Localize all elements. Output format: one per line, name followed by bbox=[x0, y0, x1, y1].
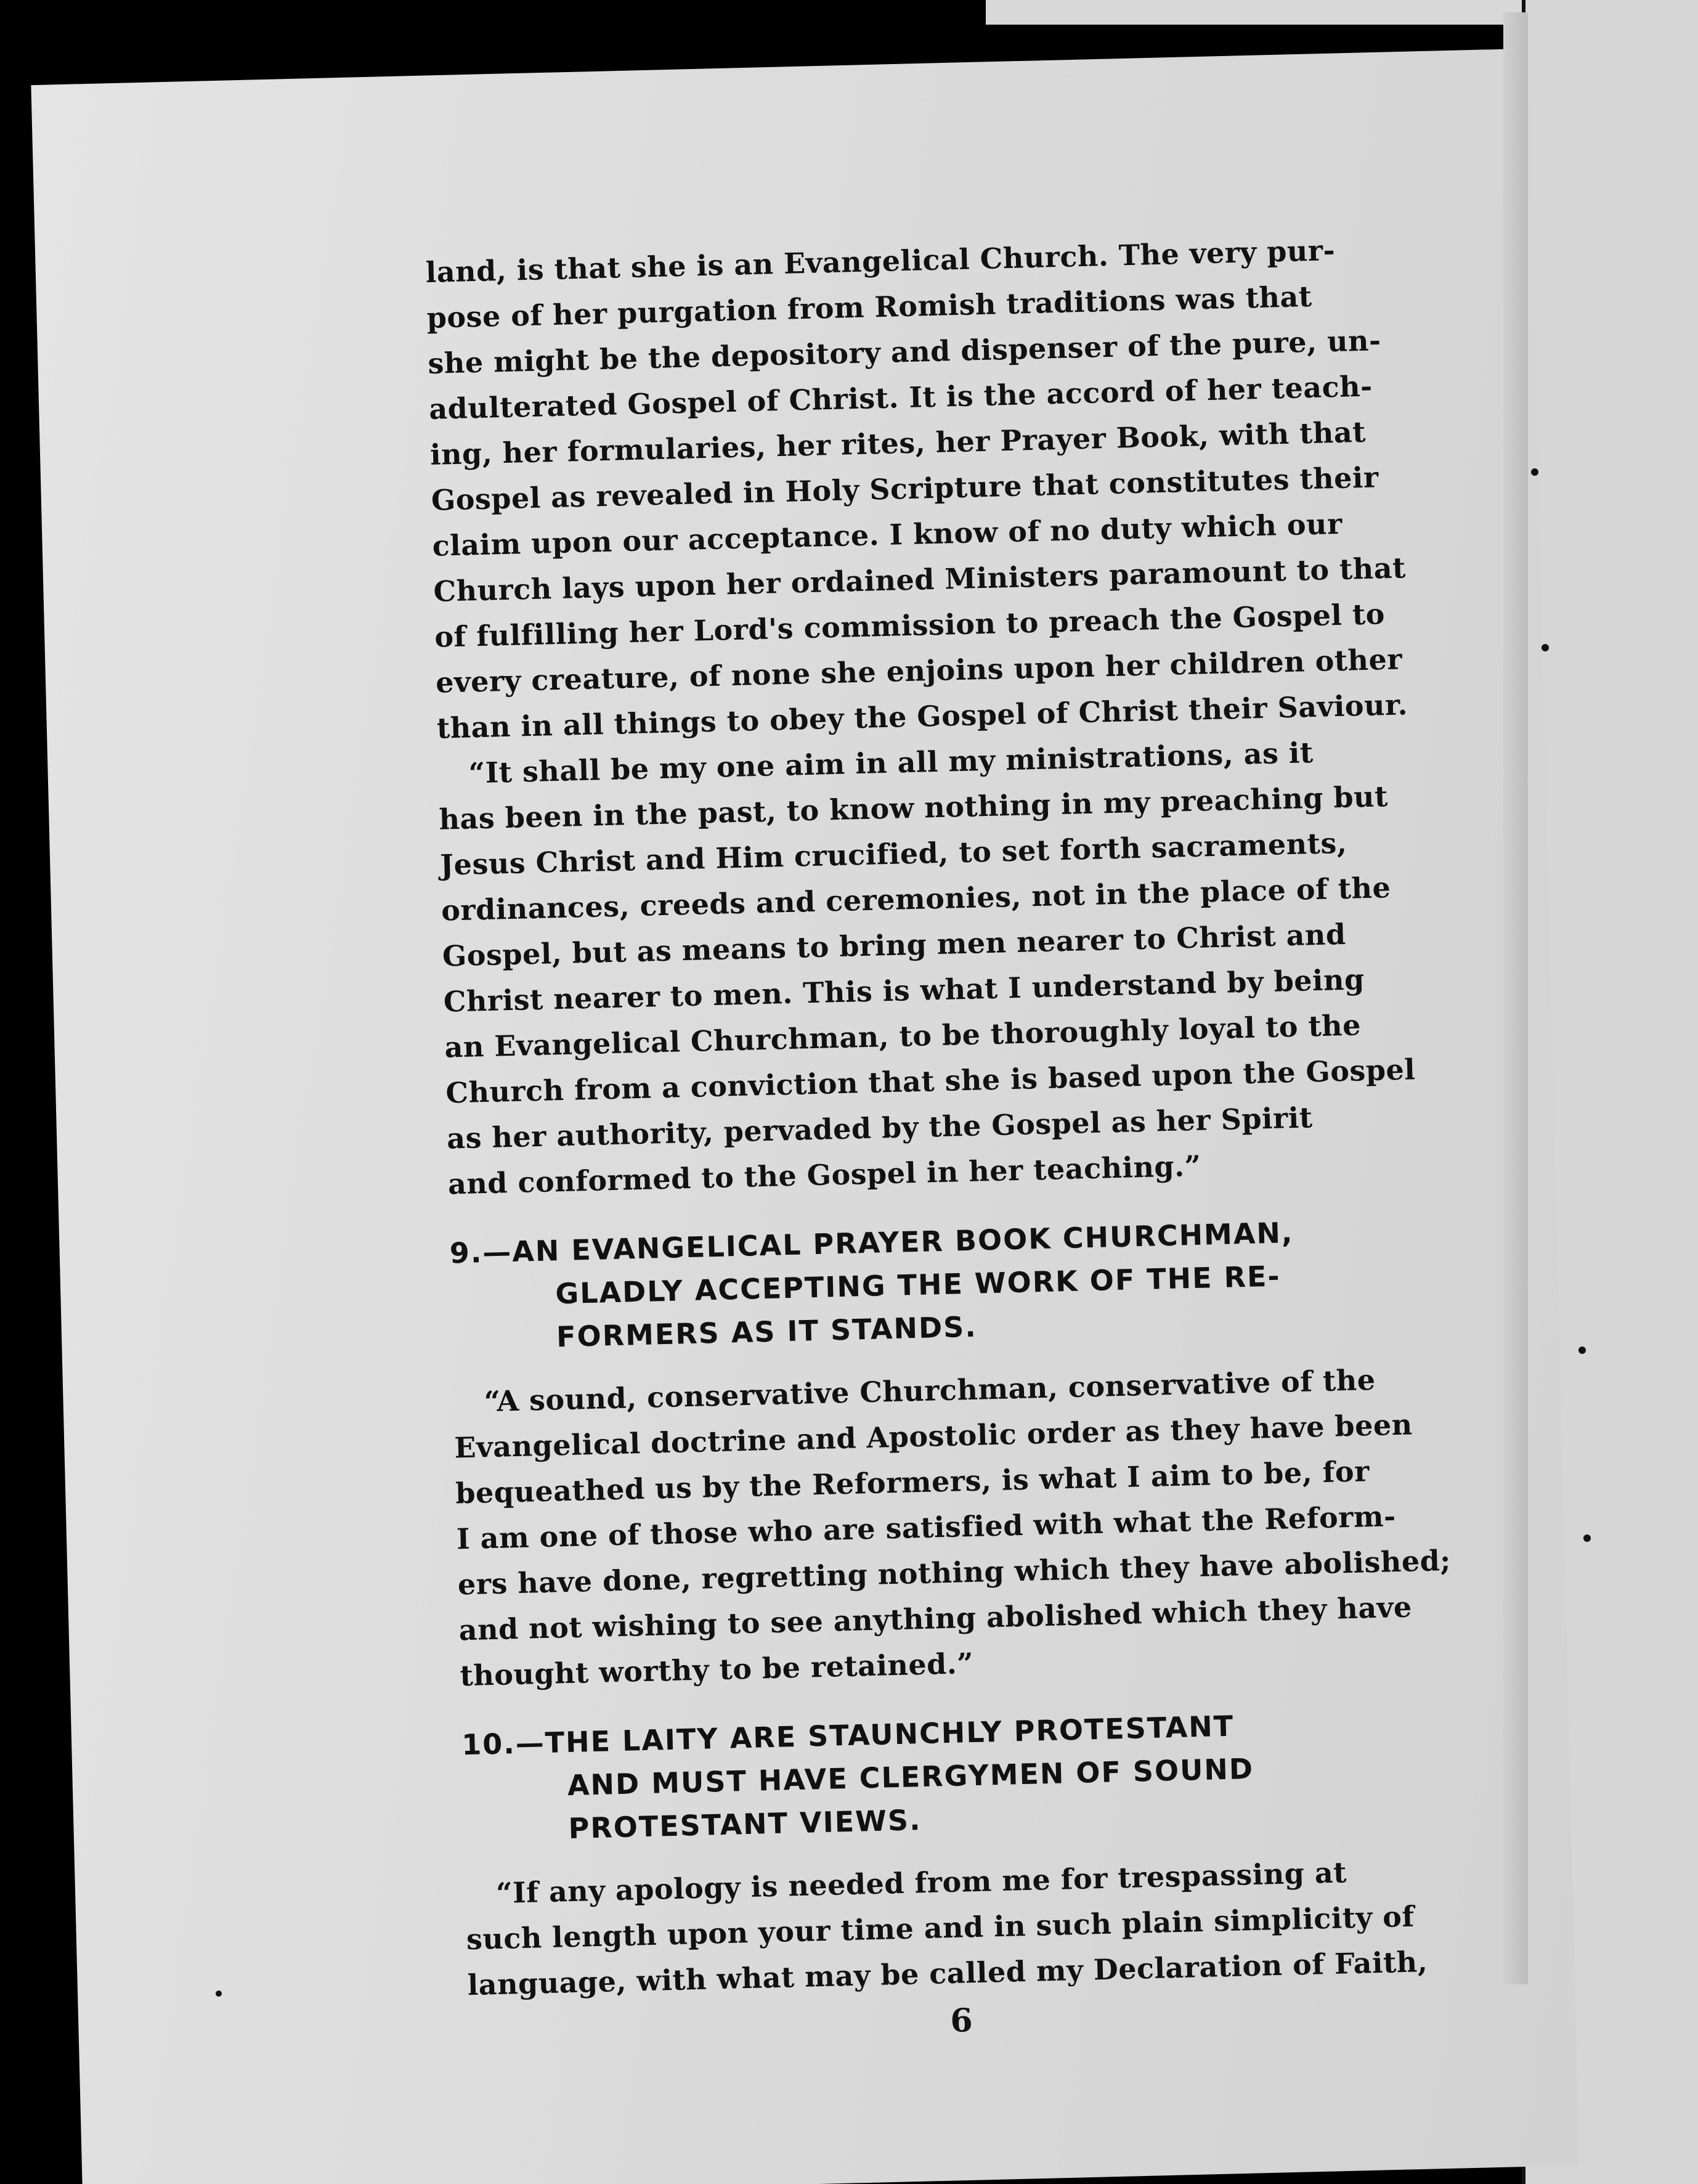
ink-speck bbox=[216, 1990, 222, 1997]
text-line: Jesus Christ and Him crucified, to set forth sacraments, bbox=[439, 826, 1347, 882]
text-line: and conformed to the Gospel in her teaching.” bbox=[447, 1149, 1202, 1201]
text-line: bequeathed us by the Reformers, is what I aim to be, for bbox=[455, 1454, 1370, 1510]
heading-line: AND MUST HAVE CLERGYMEN OF SOUND bbox=[567, 1751, 1254, 1803]
section-10-paragraph bbox=[465, 1848, 1428, 2008]
binding-speck bbox=[1578, 1347, 1586, 1354]
binding-speck bbox=[1542, 644, 1549, 651]
text-line: such length upon your time and in such plain simplicity of bbox=[466, 1899, 1415, 1957]
text-line: every creature, of none she enjoins upon her children other bbox=[435, 642, 1403, 699]
text-line: of fulfilling her Lord's commission to preach the Gospel to bbox=[434, 597, 1386, 654]
text-line: Gospel, but as means to bring men nearer to Christ and bbox=[442, 917, 1347, 973]
text-line: an Evangelical Churchman, to be thoroughly loyal to the bbox=[444, 1008, 1362, 1064]
heading-line: FORMERS AS IT STANDS. bbox=[556, 1310, 978, 1354]
text-line: Christ nearer to men. This is what I understand by being bbox=[443, 963, 1365, 1019]
section-9-paragraph bbox=[453, 1356, 1452, 1698]
paragraph-evangelical-church bbox=[425, 227, 1408, 751]
text-line: she might be the depository and dispenser of the pure, un- bbox=[427, 324, 1382, 380]
text-line: adulterated Gospel of Christ. It is the accord of her teach- bbox=[428, 369, 1373, 426]
binding-edge bbox=[1503, 12, 1528, 1984]
heading-line: GLADLY ACCEPTING THE WORK OF THE RE- bbox=[554, 1259, 1282, 1311]
text-line: than in all things to obey the Gospel of Christ their Saviour. bbox=[436, 688, 1408, 745]
text-line: ing, her formularies, her rites, her Prayer Book, with that bbox=[429, 415, 1367, 471]
heading-line: 9.—AN EVANGELICAL PRAYER BOOK CHURCHMAN, bbox=[449, 1216, 1294, 1270]
text-line: Church from a conviction that she is based upon the Gospel bbox=[445, 1053, 1416, 1110]
text-line: ordinances, creeds and ceremonies, not in the place of the bbox=[441, 871, 1391, 927]
text-line: Evangelical doctrine and Apostolic order as they have been bbox=[453, 1408, 1413, 1465]
text-line: and not wishing to see anything abolished which they have bbox=[458, 1590, 1413, 1647]
text-line: claim upon our acceptance. I know of no duty which our bbox=[432, 507, 1343, 563]
paragraph-one-aim bbox=[437, 728, 1416, 1207]
text-line: Gospel as revealed in Holy Scripture that constitutes their bbox=[431, 460, 1379, 517]
binding-speck bbox=[1531, 468, 1538, 476]
text-line: land, is that she is an Evangelical Church. The very pur- bbox=[425, 233, 1336, 289]
text-line: has been in the past, to know nothing in my preaching but bbox=[438, 780, 1389, 836]
text-line: “If any apology is needed from me for trespassing at bbox=[495, 1856, 1347, 1910]
section-10-heading bbox=[461, 1700, 1400, 1852]
text-line: thought worthy to be retained.” bbox=[459, 1646, 974, 1693]
binding-speck bbox=[1583, 1534, 1591, 1542]
text-line: Church lays upon her ordained Ministers paramount to that bbox=[433, 551, 1407, 608]
text-line: language, with what may be called my Declaration of Faith, bbox=[467, 1945, 1428, 2002]
text-line: ers have done, regretting nothing which they have abolished; bbox=[457, 1543, 1452, 1602]
heading-line: 10.—THE LAITY ARE STAUNCHLY PROTESTANT bbox=[461, 1709, 1235, 1762]
page-number: 6 bbox=[949, 2002, 973, 2040]
text-line: as her authority, pervaded by the Gospel as her Spirit bbox=[446, 1101, 1314, 1155]
adjacent-page-top-strip bbox=[986, 0, 1540, 25]
section-9-heading bbox=[449, 1208, 1389, 1361]
text-line: I am one of those who are satisfied with what the Reform- bbox=[456, 1499, 1397, 1556]
text-line: “A sound, conservative Churchman, conservative of the bbox=[484, 1363, 1376, 1419]
heading-line: PROTESTANT VIEWS. bbox=[568, 1803, 922, 1846]
page-text bbox=[425, 227, 1452, 2052]
text-line: “It shall be my one aim in all my ministrations, as it bbox=[468, 736, 1314, 790]
text-line: pose of her purgation from Romish traditions was that bbox=[426, 279, 1313, 335]
